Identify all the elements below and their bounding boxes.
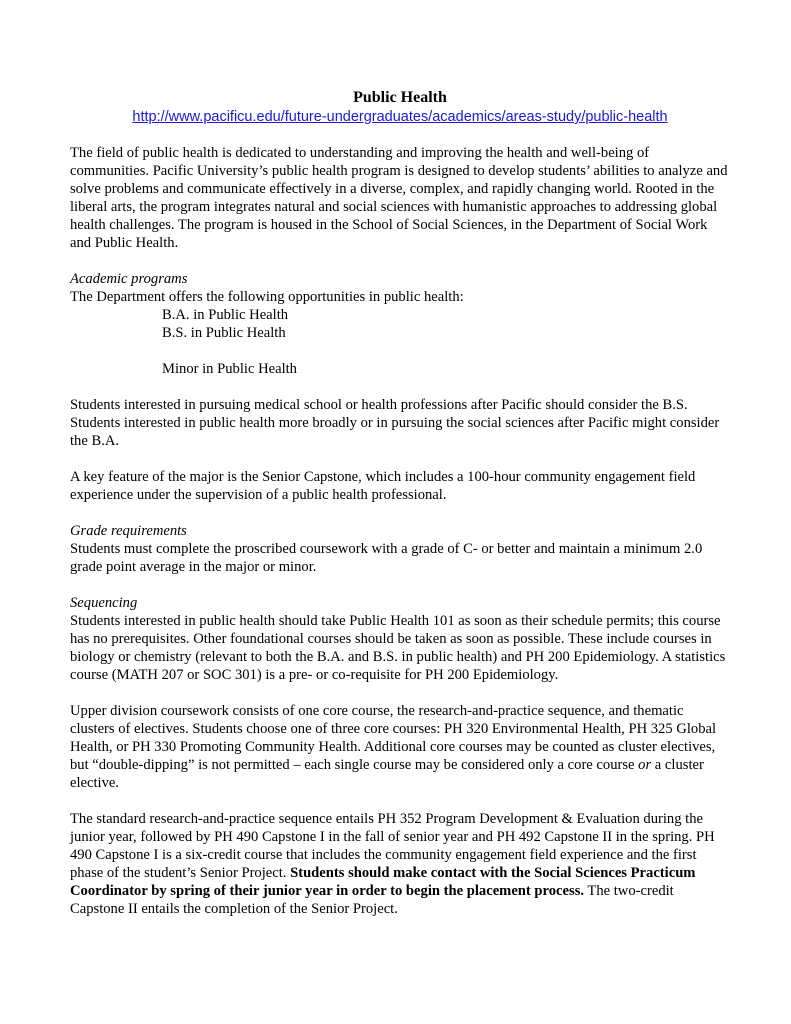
- spacer: [70, 378, 730, 396]
- sequencing-paragraph-1: Students interested in public health should take Public Health 101 as soon as their schedule permits; this course has no prerequisites. Other foundational courses should be taken as soon as possible. These include courses in biology or chemistry (relevant to both the B.A. and B.S. in public health) and PH 200 Epidemiology. A statistics course (MATH 207 or SOC 301) is a pre- or co-requisite for PH 200 Epidemiology.: [70, 613, 726, 683]
- spacer: [70, 126, 730, 144]
- capstone-paragraph: A key feature of the major is the Senior Capstone, which includes a 100-hour community engagement field experience under the supervision of a public health professional.: [70, 469, 696, 503]
- sequencing-paragraph-3: [70, 810, 730, 918]
- academic-programs-heading: Academic programs: [70, 271, 188, 287]
- spacer: [70, 504, 730, 522]
- program-item-ba: B.A. in Public Health: [162, 307, 289, 323]
- sequencing-paragraph-2: [70, 702, 730, 792]
- text-run: The two-credit Capstone II entails the completion of the Senior Project.: [70, 883, 674, 917]
- page-title: Public Health: [353, 89, 447, 106]
- spacer: [70, 576, 730, 594]
- program-url-link[interactable]: http://www.pacificu.edu/future-undergraduates/academics/areas-study/public-health: [132, 109, 668, 125]
- grade-requirements-heading: Grade requirements: [70, 523, 187, 539]
- academic-programs-lead: The Department offers the following opportunities in public health:: [70, 289, 464, 305]
- degree-advice-paragraph: Students interested in pursuing medical school or health professions after Pacific should consider the B.S. Students interested in public health more broadly or in pursuing the social sciences after Pacific might consider the B.A.: [70, 397, 720, 449]
- spacer: [70, 684, 730, 702]
- sequencing-heading: Sequencing: [70, 595, 138, 611]
- program-item-bs: B.S. in Public Health: [162, 325, 286, 341]
- document-page: [70, 88, 730, 918]
- spacer: [70, 792, 730, 810]
- spacer: [70, 252, 730, 270]
- text-run: Upper division coursework consists of one core course, the research-and-practice sequence, and thematic clusters of electives. Students choose one of three core courses: PH 320 Environmental Health, PH 325 Global Health, or PH 330 Promoting Community Health. Additional core courses may be counted as cluster electives, but “double-dipping” is not permitted – each single course may be considered only a core course: [70, 703, 717, 773]
- spacer: [70, 450, 730, 468]
- text-run: a cluster elective.: [70, 757, 704, 791]
- spacer: [70, 342, 730, 360]
- emphasis-or: or: [638, 757, 652, 773]
- grade-requirements-text: Students must complete the proscribed coursework with a grade of C- or better and maintain a minimum 2.0 grade point average in the major or minor.: [70, 541, 703, 575]
- text-run: The standard research-and-practice sequence entails PH 352 Program Development & Evaluation during the junior year, followed by PH 490 Capstone I in the fall of senior year and PH 492 Capstone II in the spring. PH 490 Capstone I is a six-credit course that includes the community engagement field experience and the first phase of the student’s Senior Project.: [70, 811, 715, 881]
- program-item-minor: Minor in Public Health: [162, 361, 297, 377]
- intro-paragraph: The field of public health is dedicated to understanding and improving the health and well-being of communities. Pacific University’s public health program is designed to develop students’ abilities to analyze and solve problems and communicate effectively in a diverse, complex, and rapidly changing world. Rooted in the liberal arts, the program integrates natural and social sciences with humanistic approaches to addressing global health challenges. The program is housed in the School of Social Sciences, in the Department of Social Work and Public Health.: [70, 145, 728, 251]
- practicum-notice: Students should make contact with the Social Sciences Practicum Coordinator by spring of their junior year in order to begin the placement process.: [70, 865, 696, 899]
